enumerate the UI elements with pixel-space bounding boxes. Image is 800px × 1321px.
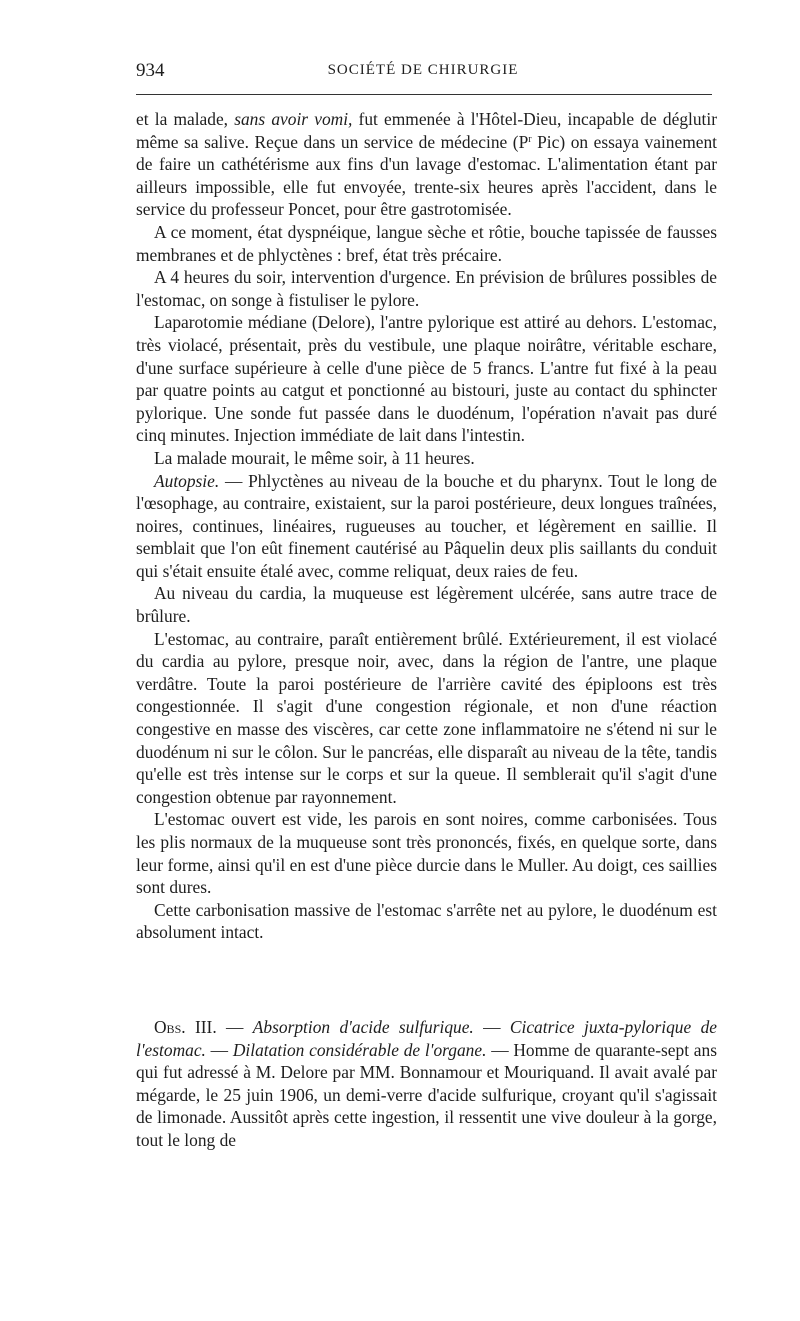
paragraph-8: L'estomac, au contraire, paraît entièrement brûlé. Extérieurement, il est violacé du cardia au pylore, presque noir, avec, dans la région de l'antre, une plaque verdâtre. Toute la paroi postérieure de l'arrière cavité des épiploons est très congestionnée. Il s'agit d'une congestion régionale, et non d'une réaction congestive en masse des viscères, car cette zone inflammatoire ne s'étend ni sur le duodénum ni sur le côlon. Sur le pancréas, elle disparaît au niveau de la tête, tandis qu'elle est très intense sur le corps et sur la queue. Il semblerait qu'il s'agit d'une congestion obtenue par rayonnement.: [136, 628, 717, 807]
observation-title-3: Dilatation considérable de l'organe.: [232, 1039, 487, 1060]
paragraph-4: Laparotomie médiane (Delore), l'antre pylorique est attiré au dehors. L'estomac, très violacé, présentait, près du vestibule, une plaque noirâtre, véritable eschare, d'une surface supérieure à celle d'une pièce de 5 francs. L'antre fut fixé à la peau par quatre points au catgut et ponctionné au bistouri, juste au contact du sphincter pylorique. Une sonde fut passée dans le duodénum, l'opération n'avait pas duré cinq minutes. Injection immédiate de lait dans l'intestin.: [136, 312, 717, 446]
paragraph-7: Au niveau du cardia, la muqueuse est légèrement ulcérée, sans autre trace de brûlure.: [136, 583, 717, 627]
running-head: SOCIÉTÉ DE CHIRURGIE: [327, 62, 519, 78]
paragraph-2: A ce moment, état dyspnéique, langue sèche et rôtie, bouche tapissée de fausses membranes et de phlyctènes : bref, état très précaire.: [136, 221, 717, 265]
section-gap: [136, 944, 717, 1016]
observation-title-2: Cicatrice juxta-pylorique de l'estomac.: [136, 1016, 717, 1060]
header-rule: [136, 94, 712, 95]
paragraph-observation-3: Obs. III. — Absorption d'acide sulfurique. — Cicatrice juxta-pylorique de l'estomac. — Dilatation considérable de l'organe. — Homme de quarante-sept ans qui fut adressé à M. Delore par MM. Bonnamour et Mouriquand. Il avait avalé par mégarde, le 25 juin 1906, un demi-verre d'acide sulfurique, croyant qu'il s'agissait de limonade. Aussitôt après cette ingestion, il ressentit une vive douleur à la gorge, tout le long de: [136, 1016, 717, 1150]
body-text: [136, 108, 717, 1152]
paragraph-10: Cette carbonisation massive de l'estomac s'arrête net au pylore, le duodénum est absolument intact.: [136, 899, 717, 943]
observation-label: Obs. III.: [154, 1016, 217, 1037]
paragraph-5: La malade mourait, le même soir, à 11 heures.: [154, 447, 475, 468]
autopsy-label: Autopsie.: [154, 470, 220, 491]
page-number: 934: [136, 60, 165, 81]
paragraph-1: et la malade, sans avoir vomi, fut emmenée à l'Hôtel-Dieu, incapable de déglutir même sa salive. Reçue dans un service de médecine ($P^r$ Pic) on essaya vainement de faire un cathétérisme aux fins d'un lavage d'estomac. L'alimentation étant par ailleurs impossible, elle fut envoyée, trente-six heures après l'accident, dans le service du professeur Poncet, pour être gastrotomisée.: [136, 109, 717, 220]
emphasis-text: sans avoir vomi,: [234, 109, 353, 129]
observation-title-1: Absorption d'acide sulfurique.: [252, 1016, 474, 1037]
page-header: [136, 60, 710, 86]
paragraph-autopsy: Autopsie. — Phlyctènes au niveau de la bouche et du pharynx. Tout le long de l'œsophage, au contraire, existaient, sur la paroi postérieure, deux longues traînées, noires, continues, linéaires, rugueuses au toucher, et légèrement en saillie. Il semblait que l'on eût finement cautérisé au Pâquelin deux plis saillants du conduit qui s'était ensuite étalé avec, comme reliquat, deux raies de feu.: [136, 470, 717, 581]
paragraph-9: L'estomac ouvert est vide, les parois en sont noires, comme carbonisées. Tous les plis normaux de la muqueuse sont très prononcés, fixés, en quelque sorte, dans leur forme, ainsi qu'il en est d'une pièce durcie dans le Muller. Au doigt, ces saillies sont dures.: [136, 809, 717, 898]
paragraph-3: A 4 heures du soir, intervention d'urgence. En prévision de brûlures possibles de l'estomac, on songe à fistuliser le pylore.: [136, 267, 717, 310]
